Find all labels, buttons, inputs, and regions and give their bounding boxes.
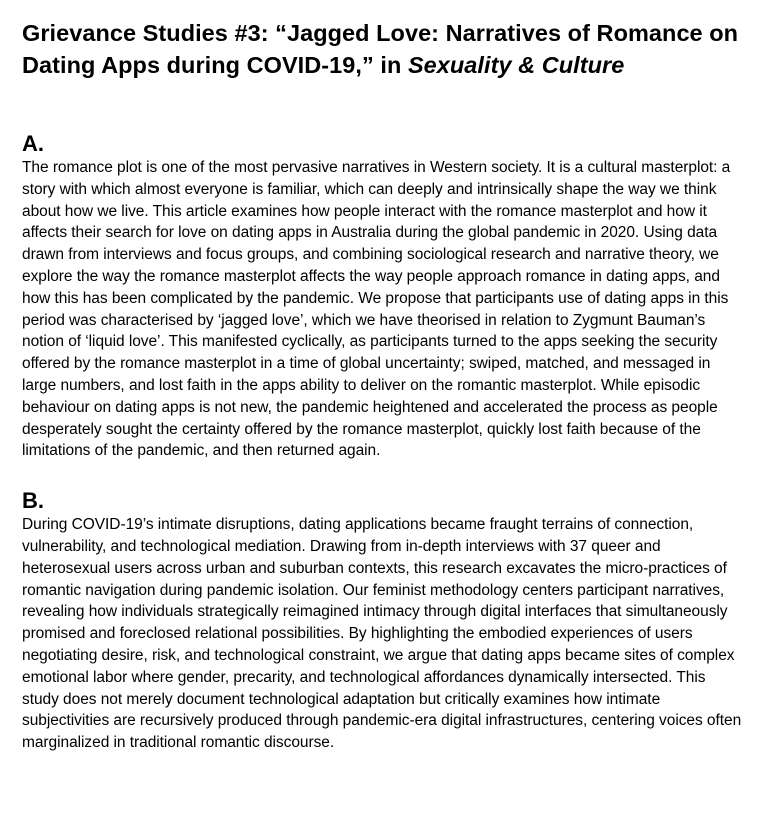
document-title [22,17,742,81]
journal-name: Sexuality & Culture [407,52,625,78]
section-b-abstract: During COVID-19’s intimate disruptions, dating applications became fraught terrains of connection, vulnerability, and technological mediation. Drawing from in-depth interviews with 37 queer and heterosexual users across urban and suburban contexts, this research excavates the micro-practices of romantic navigation during pandemic isolation. Our feminist methodology centers participant narratives, revealing how individuals strategically reimagined intimacy through digital interfaces that simultaneously promised and foreclosed relational possibilities. By highlighting the embodied experiences of users negotiating desire, risk, and technological constraint, we argue that dating apps became sites of complex emotional labor where gender, precarity, and technological affordances dynamically intersected. This study does not merely document technological adaptation but critically examines how intimate subjectivities are recursively produced through pandemic-era digital infrastructures, centering voices often marginalized in traditional romantic discourse. [22,516,742,752]
section-b [22,488,742,754]
section-a-label: A. [22,131,44,156]
section-a [22,131,742,462]
title-main-text: Grievance Studies #3: “Jagged Love: Narratives of Romance on Dating Apps during COVID-19,” in [22,20,739,78]
section-b-label: B. [22,488,44,514]
section-a-abstract: The romance plot is one of the most pervasive narratives in Western society. It is a cultural masterplot: a story with which almost everyone is familiar, which can deeply and intrinsically shape the way we think about how we live. This article examines how people interact with the romance masterplot and how it affects their search for love on dating apps in Australia during the global pandemic in 2020. Using data drawn from interviews and focus groups, and combining sociological research and narrative theory, we explore the way the romance masterplot affects the way people approach romance in dating apps, and how this has been complicated by the pandemic. We propose that participants use of dating apps in this period was characterised by ‘jagged love’, which we have theorised in relation to Zygmunt Bauman’s notion of ‘liquid love’. This manifested cyclically, as participants turned to the apps seeking the security offered by the romance masterplot in a time of global uncertainty; swiped, matched, and messaged in large numbers, and lost faith in the apps ability to deliver on the romantic masterplot. While episodic behaviour on dating apps is not new, the pandemic heightened and accelerated the process as people desperately sought the certainty offered by the romance masterplot, quickly lost faith because of the limitations of the pandemic, and then returned again. [22,159,731,460]
